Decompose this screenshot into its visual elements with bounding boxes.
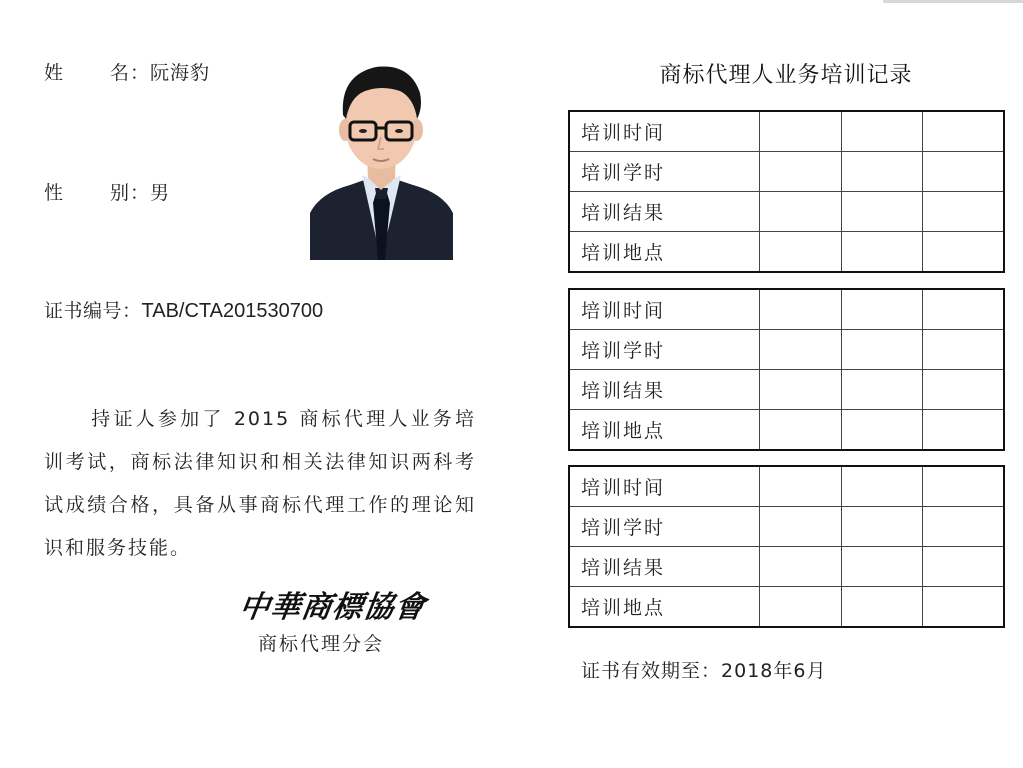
blank-cell [922, 152, 1004, 192]
row-label: 培训时间 [569, 466, 760, 507]
blank-cell [922, 507, 1004, 547]
portrait-illustration [310, 53, 453, 260]
cert-number-label: 证书编号： [44, 300, 142, 322]
blank-cell [922, 587, 1004, 628]
blank-cell [841, 547, 922, 587]
validity-label: 证书有效期至： [581, 660, 722, 682]
blank-cell [922, 111, 1004, 152]
blank-cell [922, 330, 1004, 370]
blank-cell [922, 547, 1004, 587]
row-label: 培训地点 [569, 410, 760, 451]
blank-cell [841, 370, 922, 410]
statement-text: 持证人参加了 2015 商标代理人业务培训考试，商标法律知识和相关法律知识两科考试成绩合格，具备从事商标代理工作的理论知识和服务技能。 [44, 408, 476, 559]
row-label: 培训地点 [569, 232, 760, 273]
blank-cell [841, 192, 922, 232]
blank-cell [841, 466, 922, 507]
row-label: 培训学时 [569, 507, 760, 547]
cert-number-value: TAB/CTA201530700 [141, 300, 324, 322]
table-row [569, 370, 1004, 410]
blank-cell [922, 289, 1004, 330]
blank-cell [841, 410, 922, 451]
records-title: 商标代理人业务培训记录 [659, 63, 913, 88]
blank-cell [760, 330, 841, 370]
blank-cell [841, 232, 922, 273]
blank-cell [760, 547, 841, 587]
validity-value: 2018年6月 [721, 660, 827, 682]
table-row [569, 587, 1004, 628]
blank-cell [922, 232, 1004, 273]
holder-photo [310, 53, 453, 260]
blank-cell [841, 507, 922, 547]
training-record-table [568, 110, 1005, 273]
name-label-b: 名： [110, 62, 151, 84]
blank-cell [760, 289, 841, 330]
table-row [569, 232, 1004, 273]
blank-cell [841, 289, 922, 330]
table-row [569, 152, 1004, 192]
issuer-calligraphy-logo: 中華商標協會 [237, 590, 428, 625]
window-corner-edge [883, 0, 1023, 3]
blank-cell [760, 507, 841, 547]
training-record-table [568, 288, 1005, 451]
row-label: 培训学时 [569, 152, 760, 192]
blank-cell [841, 330, 922, 370]
table-row [569, 507, 1004, 547]
table-row [569, 111, 1004, 152]
row-label: 培训地点 [569, 587, 760, 628]
blank-cell [922, 410, 1004, 451]
blank-cell [760, 192, 841, 232]
blank-cell [841, 152, 922, 192]
training-record-table [568, 465, 1005, 628]
blank-cell [760, 111, 841, 152]
cert-number-row [44, 296, 323, 323]
gender-value: 男 [150, 182, 171, 204]
table-row [569, 547, 1004, 587]
table-row [569, 410, 1004, 451]
blank-cell [760, 370, 841, 410]
blank-cell [922, 466, 1004, 507]
table-row [569, 192, 1004, 232]
row-label: 培训结果 [569, 370, 760, 410]
table-row [569, 289, 1004, 330]
issuer-branch: 商标代理分会 [258, 633, 385, 655]
row-label: 培训时间 [569, 111, 760, 152]
blank-cell [841, 111, 922, 152]
qualification-statement [44, 398, 476, 570]
row-label: 培训结果 [569, 192, 760, 232]
gender-row [44, 178, 170, 205]
blank-cell [760, 152, 841, 192]
name-row [44, 58, 210, 85]
validity-row [581, 656, 826, 683]
issuer-signature [237, 582, 440, 662]
blank-cell [760, 587, 841, 628]
table-row [569, 466, 1004, 507]
row-label: 培训时间 [569, 289, 760, 330]
name-value: 阮海豹 [150, 62, 211, 84]
row-label: 培训学时 [569, 330, 760, 370]
blank-cell [922, 192, 1004, 232]
blank-cell [760, 466, 841, 507]
blank-cell [841, 587, 922, 628]
row-label: 培训结果 [569, 547, 760, 587]
gender-label-a: 性 [44, 182, 65, 204]
blank-cell [760, 232, 841, 273]
table-row [569, 330, 1004, 370]
gender-label-b: 别： [110, 182, 151, 204]
blank-cell [922, 370, 1004, 410]
name-label-a: 姓 [44, 62, 65, 84]
blank-cell [760, 410, 841, 451]
